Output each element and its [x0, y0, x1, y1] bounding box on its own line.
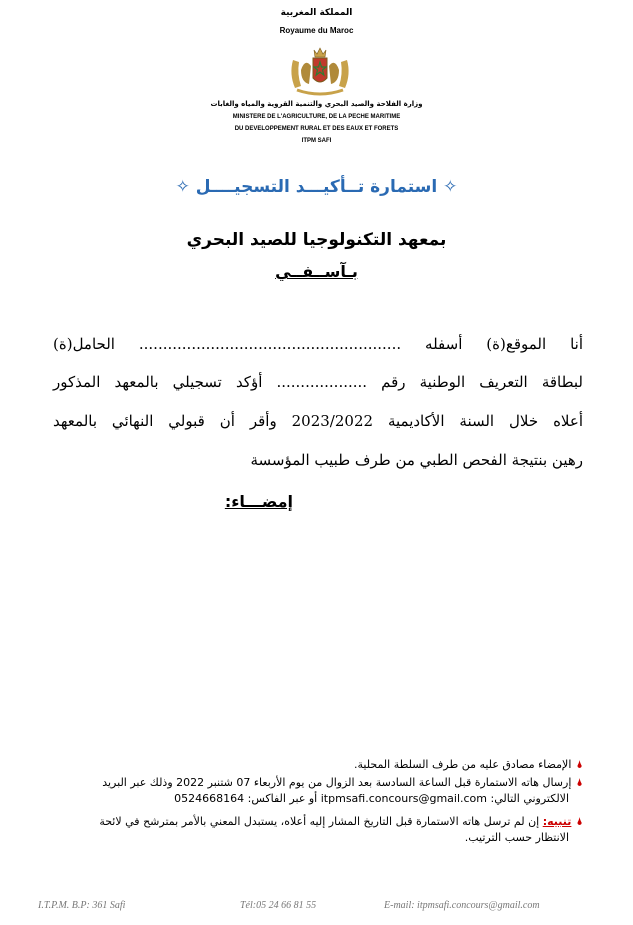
royal-emblem-icon	[287, 40, 353, 98]
red-drop-icon: 🌢	[576, 758, 583, 771]
note-item	[48, 775, 583, 807]
red-drop-icon: 🌢	[576, 815, 583, 828]
form-title-text: استمارة تــأكيـــد التسجيــــل	[195, 177, 438, 197]
footer-phone: Tél:05 24 66 81 55	[240, 900, 317, 911]
note-item	[48, 757, 583, 773]
form-title	[0, 177, 633, 197]
institute-name: بمعهد التكنولوجيا للصيد البحري	[186, 230, 447, 250]
institute-city: بـآســفــي	[275, 262, 358, 281]
footer-email: E-mail: itpmsafi.concours@gmail.com	[384, 900, 540, 911]
blue-star-icon: ✧	[175, 177, 190, 197]
body-line-2: لبطاقة التعريف الوطنية رقم ................... أؤكد تسجيلي بالمعهد المذكور	[53, 373, 583, 391]
body-line-3: أعلاه خلال السنة الأكاديمية 2023/2022 وأقر أن قبولي النهائي بالمعهد	[53, 412, 583, 430]
ministry-fr-line1: MINISTERE DE L'AGRICULTURE, DE LA PECHE MARITIME	[232, 114, 401, 120]
note-text: الانتظار حسب الترتيب.	[464, 831, 569, 844]
ministry-ar: وزارة الفلاحة والصيد البحري والتنمية القروية والمياه والغابات	[210, 100, 423, 108]
note-text: إن لم ترسل هاته الاستمارة قبل التاريخ المشار إليه أعلاه، يستبدل المعني بالأمر بمترشح في لائحة	[99, 815, 540, 828]
warning-label: تنبيه:	[542, 815, 572, 828]
body-line-4: رهين بنتيجة الفحص الطبي من طرف طبيب المؤسسة	[250, 451, 583, 469]
red-drop-icon: 🌢	[576, 776, 583, 789]
note-item	[48, 814, 583, 846]
note-text: الالكتروني التالي: itpmsafi.concours@gmail.com أو عبر الفاكس: 0524668164	[174, 792, 569, 805]
body-line-1: أنا الموقع(ة) أسفله ....................................................... الحامل(ة)	[53, 335, 583, 353]
kingdom-ar: المملكة المغربية	[280, 8, 353, 18]
blue-star-icon: ✧	[443, 177, 458, 197]
institute-short: ITPM SAFI	[301, 138, 332, 144]
note-text: الإمضاء مصادق عليه من طرف السلطة المحلية.	[353, 758, 572, 771]
kingdom-fr: Royaume du Maroc	[279, 26, 354, 35]
note-text: إرسال هاته الاستمارة قبل الساعة السادسة بعد الزوال من يوم الأربعاء 07 شتنبر 2022 وذلك عبر البريد	[102, 776, 572, 789]
signature-label: إمضـــاء:	[224, 492, 293, 511]
footer-address: I.T.P.M. B.P: 361 Safi	[38, 900, 126, 911]
ministry-fr-line2: DU DEVELOPPEMENT RURAL ET DES EAUX ET FORETS	[234, 126, 399, 132]
